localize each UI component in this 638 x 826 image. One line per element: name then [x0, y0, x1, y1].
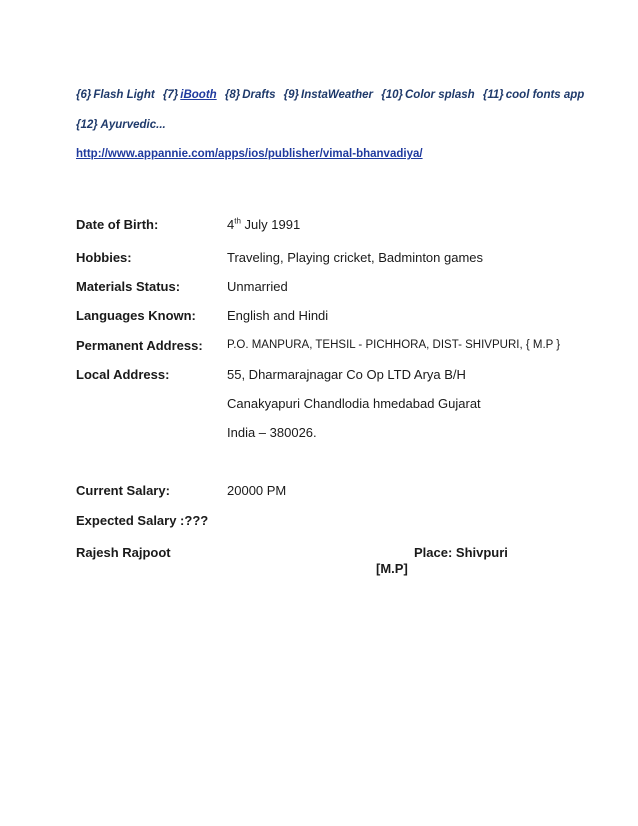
marital-status-value: Unmarried	[227, 279, 288, 294]
app-number: {7}	[162, 89, 179, 101]
current-salary-value: 20000 PM	[227, 483, 287, 498]
signature-name: Rajesh Rajpoot	[76, 545, 171, 560]
local-address-label: Local Address:	[76, 367, 170, 382]
app-number: {9}	[283, 89, 300, 101]
place-state: [M.P]	[376, 561, 408, 576]
dob-day: 4	[227, 217, 235, 232]
app-number: {8}	[224, 89, 241, 101]
expected-salary-label: Expected Salary :???	[76, 513, 209, 528]
app-number: {6}	[76, 89, 92, 101]
place-label: Place: Shivpuri	[414, 545, 508, 560]
local-address-line-2: Canakyapuri Chandlodia hmedabad Gujarat	[227, 396, 481, 411]
local-address-line-1: 55, Dharmarajnagar Co Op LTD Arya B/H	[227, 367, 466, 382]
local-address-line-3: India – 380026.	[227, 425, 317, 440]
app-name: Drafts	[242, 89, 276, 101]
apps-list-line-2: {12} Ayurvedic...	[76, 119, 166, 131]
current-salary-label: Current Salary:	[76, 483, 170, 498]
app-name: InstaWeather	[301, 89, 374, 101]
app-name: Color splash	[405, 89, 475, 101]
app-name: cool fonts app	[505, 89, 585, 101]
app-link-ibooth[interactable]: iBooth	[180, 89, 217, 101]
dob-rest: July 1991	[240, 217, 301, 232]
app-number: {11}	[482, 89, 504, 101]
languages-label: Languages Known:	[76, 308, 196, 323]
app-name: Flash Light	[93, 89, 155, 101]
dob-label: Date of Birth:	[76, 217, 159, 232]
apps-list-line-1	[76, 89, 589, 101]
marital-status-label: Materials Status:	[76, 279, 181, 294]
permanent-address-label: Permanent Address:	[76, 338, 203, 353]
publisher-url-link[interactable]: http://www.appannie.com/apps/ios/publisher/vimal-bhanvadiya/	[76, 148, 423, 160]
languages-value: English and Hindi	[227, 308, 329, 323]
hobbies-value: Traveling, Playing cricket, Badminton games	[227, 250, 484, 265]
app-number: {10}	[381, 89, 403, 101]
dob-suffix: th	[234, 216, 241, 226]
hobbies-label: Hobbies:	[76, 250, 132, 265]
dob-value	[227, 217, 300, 232]
permanent-address-value: P.O. MANPURA, TEHSIL - PICHHORA, DIST- SHIVPURI, { M.P }	[227, 339, 561, 351]
